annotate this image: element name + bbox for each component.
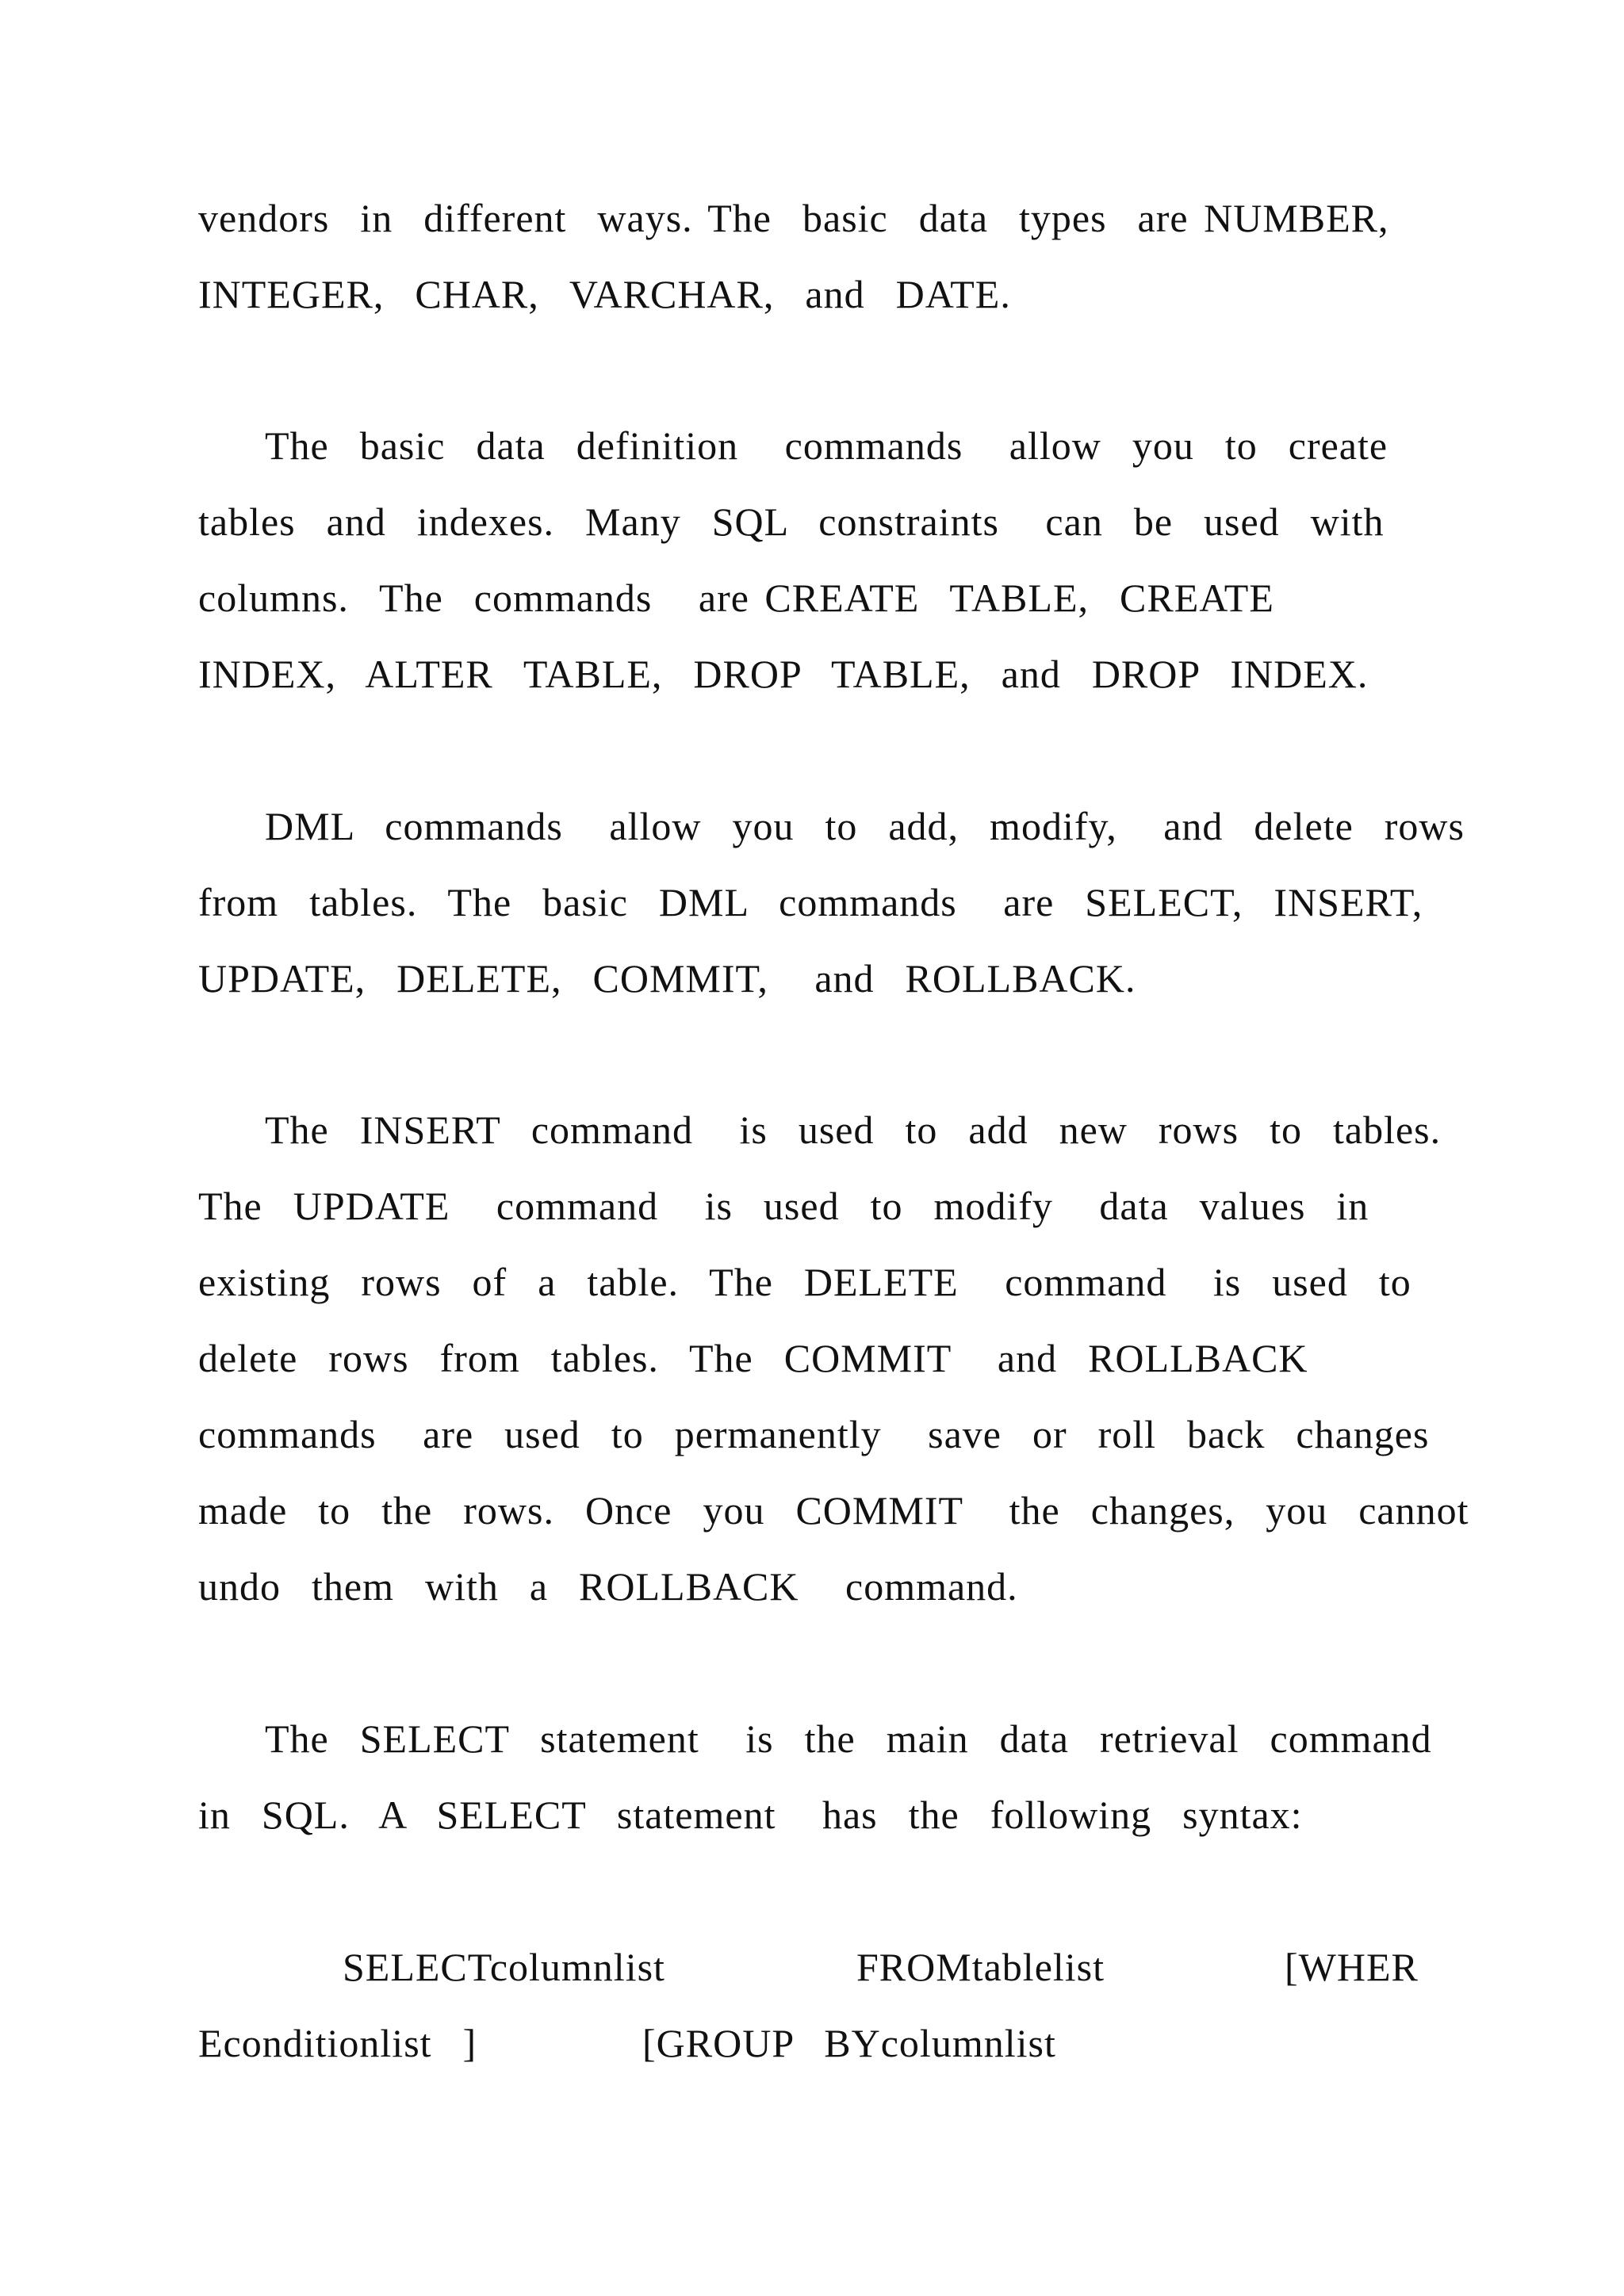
text-line: tables and indexes. Many SQL constraints can be used with: [198, 499, 1385, 544]
text-line: The INSERT command is used to add new rows to tables.: [265, 1108, 1442, 1152]
text-line: vendors in different ways. The basic data types are NUMBER,: [198, 196, 1389, 240]
syntax-from-tablelist: FROMtablelist: [856, 1945, 1105, 1989]
syntax-select-columnlist: SELECTcolumnlist: [343, 1945, 665, 1989]
syntax-where-start: [WHER: [1285, 1945, 1419, 1989]
text-line: The SELECT statement is the main data retrieval command: [265, 1716, 1432, 1761]
text-line: columns. The commands are CREATE TABLE, CREATE: [198, 576, 1274, 620]
text-line: INDEX, ALTER TABLE, DROP TABLE, and DROP INDEX.: [198, 652, 1369, 696]
text-line: made to the rows. Once you COMMIT the changes, you cannot: [198, 1488, 1469, 1533]
text-line: undo them with a ROLLBACK command.: [198, 1564, 1018, 1609]
syntax-where-conditionlist: Econditionlist ]: [198, 2021, 477, 2065]
text-line: existing rows of a table. The DELETE command is used to: [198, 1260, 1411, 1304]
syntax-group-by-columnlist: [GROUP BYcolumnlist: [642, 2021, 1056, 2065]
text-line: commands are used to permanently save or roll back changes: [198, 1412, 1430, 1456]
text-line: DML commands allow you to add, modify, and delete rows: [265, 804, 1465, 848]
text-line: INTEGER, CHAR, VARCHAR, and DATE.: [198, 272, 1011, 316]
text-line: from tables. The basic DML commands are SELECT, INSERT,: [198, 880, 1423, 924]
text-line: UPDATE, DELETE, COMMIT, and ROLLBACK.: [198, 956, 1136, 1001]
text-line: The basic data definition commands allow you to create: [265, 423, 1388, 468]
text-line: delete rows from tables. The COMMIT and ROLLBACK: [198, 1336, 1308, 1380]
text-line: The UPDATE command is used to modify data values in: [198, 1184, 1369, 1228]
text-line: in SQL. A SELECT statement has the following syntax:: [198, 1793, 1303, 1837]
